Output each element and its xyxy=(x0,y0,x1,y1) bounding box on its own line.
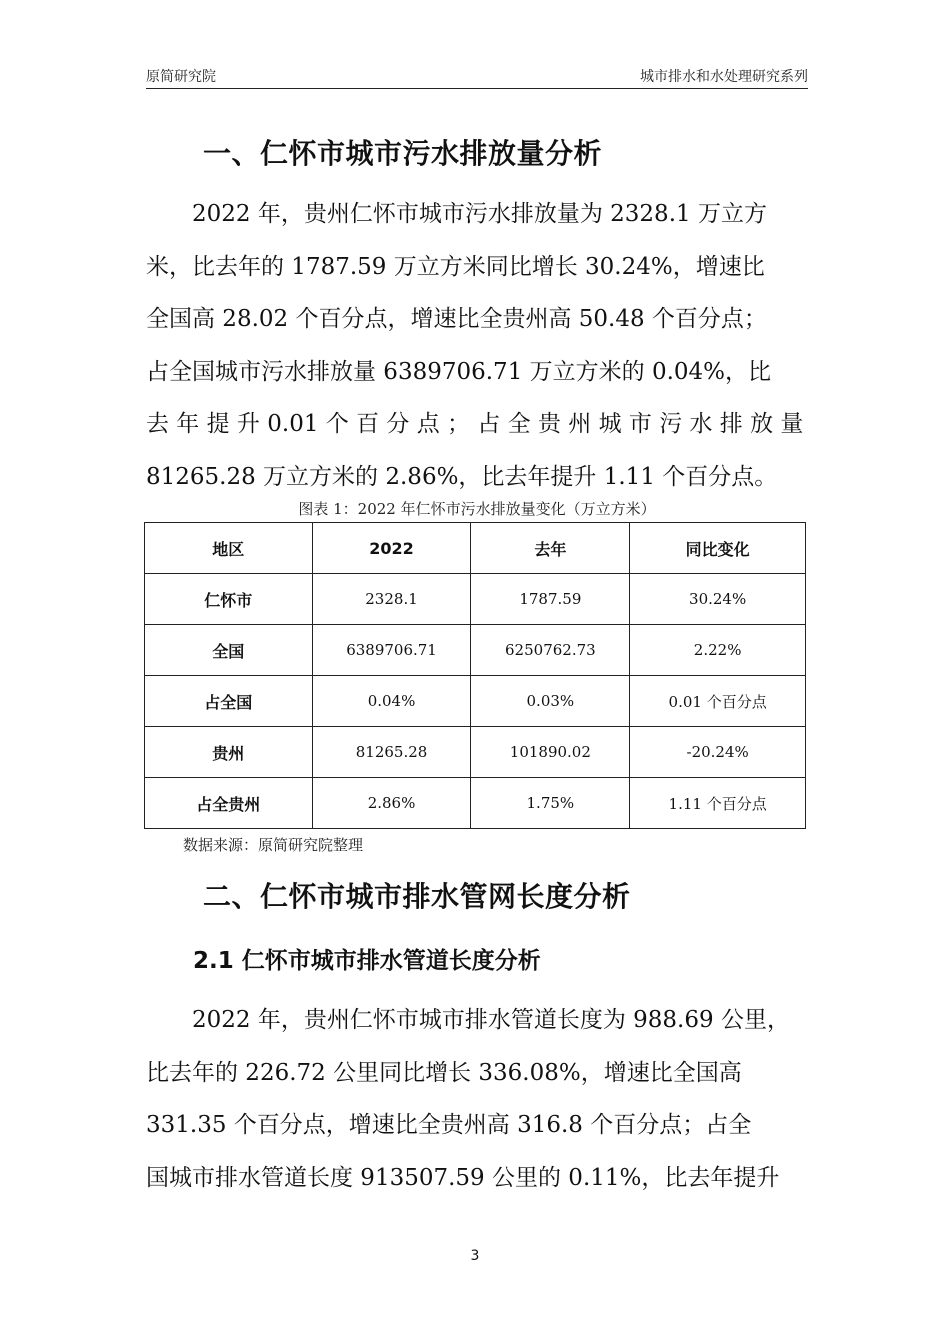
table-cell: 0.04% xyxy=(312,676,471,727)
table-cell: 2.22% xyxy=(630,625,806,676)
paragraph-line: 占全国城市污水排放量 6389706.71 万立方米的 0.04%，比 xyxy=(146,358,772,385)
table-cell: 6389706.71 xyxy=(312,625,471,676)
data-table xyxy=(144,522,806,829)
paragraph-line: 比去年的 226.72 公里同比增长 336.08%，增速比全国高 xyxy=(146,1059,742,1086)
section2-paragraph xyxy=(146,994,808,1204)
table-source: 数据来源：原简研究院整理 xyxy=(183,836,364,854)
paragraph-line: 米，比去年的 1787.59 万立方米同比增长 30.24%，增速比 xyxy=(146,253,765,280)
table-row xyxy=(145,778,806,829)
table-row xyxy=(145,625,806,676)
paragraph-line: 2022 年，贵州仁怀市城市污水排放量为 2328.1 万立方 xyxy=(192,201,767,227)
table-cell: 30.24% xyxy=(630,574,806,625)
table-cell: 2328.1 xyxy=(312,574,471,625)
table-cell: 81265.28 xyxy=(312,727,471,778)
table-cell: 1.75% xyxy=(471,778,630,829)
table-cell: 6250762.73 xyxy=(471,625,630,676)
row-header: 贵州 xyxy=(145,727,313,778)
column-header: 2022 xyxy=(312,523,471,574)
table-row xyxy=(145,676,806,727)
table-row xyxy=(145,727,806,778)
table-cell: 101890.02 xyxy=(471,727,630,778)
row-header: 仁怀市 xyxy=(145,574,313,625)
section2-subtitle: 2.1 仁怀市城市排水管道长度分析 xyxy=(193,948,541,974)
column-header: 地区 xyxy=(145,523,313,574)
paragraph-line: 去 年 提 升 0.01 个 百 分 点 ； 占 全 贵 州 城 市 污 水 排 放 量 xyxy=(146,411,804,437)
table-cell: 0.01 个百分点 xyxy=(630,676,806,727)
table-cell: 1787.59 xyxy=(471,574,630,625)
row-header: 占全国 xyxy=(145,676,313,727)
section1-paragraph xyxy=(146,188,808,503)
column-header: 去年 xyxy=(471,523,630,574)
paragraph-line: 国城市排水管道长度 913507.59 公里的 0.11%，比去年提升 xyxy=(146,1164,780,1191)
table-row xyxy=(145,574,806,625)
header-rule xyxy=(146,88,808,89)
row-header: 占全贵州 xyxy=(145,778,313,829)
paragraph-line: 2022 年，贵州仁怀市城市排水管道长度为 988.69 公里， xyxy=(192,1007,790,1033)
table-caption: 图表 1：2022 年仁怀市污水排放量变化（万立方米） xyxy=(298,500,656,518)
header-org: 原简研究院 xyxy=(146,69,216,85)
section2-title: 二、仁怀市城市排水管网长度分析 xyxy=(203,880,631,913)
paragraph-line: 81265.28 万立方米的 2.86%，比去年提升 1.11 个百分点。 xyxy=(146,463,778,490)
column-header: 同比变化 xyxy=(630,523,806,574)
table-cell: 0.03% xyxy=(471,676,630,727)
table-cell: 1.11 个百分点 xyxy=(630,778,806,829)
page-number: 3 xyxy=(470,1248,480,1264)
paragraph-line: 331.35 个百分点，增速比全贵州高 316.8 个百分点；占全 xyxy=(146,1112,752,1138)
table-cell: 2.86% xyxy=(312,778,471,829)
paragraph-line: 全国高 28.02 个百分点，增速比全贵州高 50.48 个百分点； xyxy=(146,306,767,332)
section1-title: 一、仁怀市城市污水排放量分析 xyxy=(203,137,603,170)
page-header xyxy=(146,64,808,90)
header-series: 城市排水和水处理研究系列 xyxy=(640,69,808,85)
table-cell: -20.24% xyxy=(630,727,806,778)
table-header-row xyxy=(145,523,806,574)
row-header: 全国 xyxy=(145,625,313,676)
